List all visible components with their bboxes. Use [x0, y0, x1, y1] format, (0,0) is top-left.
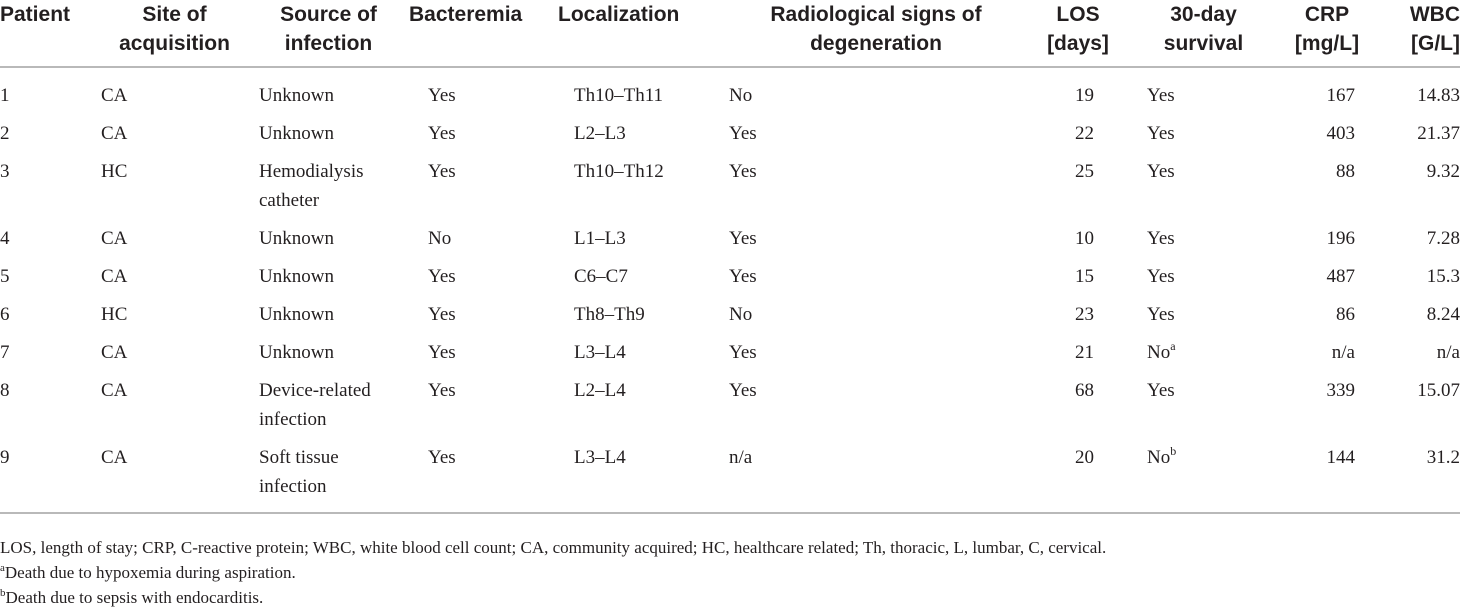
cell-localization — [558, 219, 726, 257]
cell-survival-text: Yes — [1147, 123, 1175, 144]
cell-bacteremia — [409, 219, 558, 257]
table-row — [0, 114, 1460, 152]
cell-localization — [558, 438, 726, 513]
cell-radiological-text: Yes — [729, 161, 757, 182]
cell-survival-text: No — [1147, 447, 1171, 468]
cell-radiological — [726, 371, 1026, 438]
cell-source — [248, 114, 409, 152]
cell-source-text: Unknown — [259, 266, 334, 287]
cell-survival — [1130, 371, 1277, 438]
cell-wbc-text: 8.24 — [1426, 304, 1460, 325]
cell-crp-text: 339 — [1326, 380, 1355, 401]
survival-footnote-mark: a — [1170, 339, 1176, 353]
cell-radiological — [726, 333, 1026, 371]
cell-crp-text: n/a — [1331, 342, 1355, 363]
cell-los — [1026, 371, 1130, 438]
cell-los — [1026, 333, 1130, 371]
cell-patient-text: 4 — [0, 228, 10, 249]
survival-footnote-mark: b — [1170, 444, 1177, 458]
cell-radiological — [726, 438, 1026, 513]
cell-survival — [1130, 438, 1277, 513]
cell-bacteremia-text: Yes — [428, 304, 456, 325]
cell-radiological — [726, 114, 1026, 152]
cell-survival-text: Yes — [1147, 161, 1175, 182]
table-row — [0, 257, 1460, 295]
cell-bacteremia-text: Yes — [428, 342, 456, 363]
cell-bacteremia — [409, 114, 558, 152]
cell-site — [101, 114, 248, 152]
cell-site — [101, 371, 248, 438]
cell-patient — [0, 152, 101, 219]
cell-site — [101, 333, 248, 371]
cell-crp — [1277, 114, 1377, 152]
header-row — [0, 0, 1460, 67]
cell-localization-text: C6–C7 — [574, 266, 628, 287]
cell-crp — [1277, 219, 1377, 257]
cell-survival — [1130, 295, 1277, 333]
cell-crp — [1277, 371, 1377, 438]
cell-crp — [1277, 333, 1377, 371]
cell-crp-text: 403 — [1326, 123, 1355, 144]
cell-wbc — [1377, 257, 1460, 295]
cell-patient — [0, 438, 101, 513]
cell-localization — [558, 67, 726, 114]
cell-patient — [0, 257, 101, 295]
cell-site — [101, 295, 248, 333]
table-row — [0, 333, 1460, 371]
cell-bacteremia — [409, 371, 558, 438]
cell-wbc — [1377, 219, 1460, 257]
cell-los — [1026, 67, 1130, 114]
cell-bacteremia-text: Yes — [428, 161, 456, 182]
cell-survival — [1130, 257, 1277, 295]
cell-los — [1026, 152, 1130, 219]
header-bacteremia: Bacteremia — [409, 0, 558, 67]
cell-source — [248, 219, 409, 257]
cell-los — [1026, 438, 1130, 513]
table-row — [0, 219, 1460, 257]
cell-source-text: Unknown — [259, 123, 334, 144]
cell-survival-text: Yes — [1147, 380, 1175, 401]
footnote-b-text: Death due to sepsis with endocarditis. — [5, 588, 264, 607]
cell-survival-text: Yes — [1147, 266, 1175, 287]
cell-site — [101, 257, 248, 295]
cell-wbc — [1377, 333, 1460, 371]
cell-los-text: 68 — [1075, 380, 1094, 401]
cell-radiological-text: Yes — [729, 380, 757, 401]
cell-crp — [1277, 67, 1377, 114]
cell-radiological — [726, 295, 1026, 333]
cell-localization — [558, 257, 726, 295]
cell-survival — [1130, 152, 1277, 219]
cell-bacteremia-text: Yes — [428, 123, 456, 144]
cell-radiological-text: n/a — [729, 447, 753, 468]
table-row — [0, 371, 1460, 438]
cell-bacteremia-text: Yes — [428, 447, 456, 468]
header-source: Source of infection — [248, 0, 409, 67]
cell-site-text: CA — [101, 342, 128, 363]
header-radiological: Radiological signs of degeneration — [726, 0, 1026, 67]
cell-wbc-text: 15.3 — [1426, 266, 1460, 287]
cell-localization — [558, 333, 726, 371]
cell-localization-text: L2–L3 — [574, 123, 626, 144]
cell-localization — [558, 152, 726, 219]
cell-bacteremia — [409, 295, 558, 333]
cell-radiological-text: Yes — [729, 266, 757, 287]
cell-localization-text: L2–L4 — [574, 380, 626, 401]
cell-crp — [1277, 257, 1377, 295]
table-row — [0, 67, 1460, 114]
cell-los-text: 19 — [1075, 85, 1094, 106]
cell-patient-text: 5 — [0, 266, 10, 287]
cell-crp — [1277, 152, 1377, 219]
cell-localization-text: L3–L4 — [574, 342, 626, 363]
cell-source — [248, 371, 409, 438]
cell-patient — [0, 371, 101, 438]
cell-site — [101, 152, 248, 219]
cell-site — [101, 438, 248, 513]
cell-localization — [558, 295, 726, 333]
cell-radiological-text: No — [729, 85, 753, 106]
cell-patient-text: 2 — [0, 123, 10, 144]
header-los: LOS [days] — [1026, 0, 1130, 67]
cell-bacteremia — [409, 438, 558, 513]
cell-patient-text: 3 — [0, 161, 10, 182]
cell-los — [1026, 219, 1130, 257]
footnote-abbreviations: LOS, length of stay; CRP, C-reactive protein; WBC, white blood cell count; CA, community acquired; HC, healthcare related; Th, thoracic, L, lumbar, C, cervical. — [0, 538, 1107, 557]
cell-wbc — [1377, 295, 1460, 333]
cell-patient — [0, 333, 101, 371]
cell-bacteremia-text: No — [428, 228, 452, 249]
cell-los — [1026, 295, 1130, 333]
cell-los — [1026, 114, 1130, 152]
cell-source-text: Unknown — [259, 228, 334, 249]
table-row — [0, 295, 1460, 333]
cell-patient-text: 1 — [0, 85, 10, 106]
cell-wbc — [1377, 67, 1460, 114]
cell-crp-text: 144 — [1326, 447, 1355, 468]
cell-source — [248, 152, 409, 219]
cell-localization-text: Th10–Th12 — [574, 161, 664, 182]
cell-wbc-text: 15.07 — [1417, 380, 1460, 401]
cell-crp-text: 88 — [1336, 161, 1355, 182]
cell-los-text: 22 — [1075, 123, 1094, 144]
cell-patient — [0, 67, 101, 114]
footnote-b — [0, 585, 1460, 610]
header-crp: CRP [mg/L] — [1277, 0, 1377, 67]
header-patient: Patient — [0, 0, 101, 67]
footnote-a-text: Death due to hypoxemia during aspiration. — [4, 563, 296, 582]
cell-site — [101, 219, 248, 257]
cell-site-text: HC — [101, 161, 128, 182]
cell-localization-text: Th8–Th9 — [574, 304, 645, 325]
cell-patient-text: 6 — [0, 304, 10, 325]
cell-site-text: CA — [101, 266, 128, 287]
cell-survival-text: Yes — [1147, 85, 1175, 106]
cell-radiological-text: No — [729, 304, 753, 325]
cell-source-text: Unknown — [259, 342, 334, 363]
cell-site-text: CA — [101, 85, 128, 106]
cell-survival — [1130, 67, 1277, 114]
cell-source — [248, 67, 409, 114]
cell-wbc-text: 21.37 — [1417, 123, 1460, 144]
cell-site-text: CA — [101, 123, 128, 144]
cell-localization-text: L3–L4 — [574, 447, 626, 468]
cell-bacteremia — [409, 67, 558, 114]
cell-site-text: CA — [101, 228, 128, 249]
cell-source-text: Unknown — [259, 85, 334, 106]
cell-los-text: 21 — [1075, 342, 1094, 363]
cell-wbc — [1377, 438, 1460, 513]
cell-crp-text: 86 — [1336, 304, 1355, 325]
cell-source — [248, 295, 409, 333]
cell-bacteremia — [409, 152, 558, 219]
cell-localization — [558, 371, 726, 438]
cell-wbc — [1377, 371, 1460, 438]
cell-survival-text: Yes — [1147, 228, 1175, 249]
cell-los-text: 23 — [1075, 304, 1094, 325]
cell-site-text: CA — [101, 380, 128, 401]
cell-radiological — [726, 152, 1026, 219]
cell-patient — [0, 114, 101, 152]
footnote-b-mark: b — [0, 587, 6, 599]
cell-patient — [0, 219, 101, 257]
cell-los-text: 10 — [1075, 228, 1094, 249]
cell-bacteremia-text: Yes — [428, 266, 456, 287]
cell-radiological-text: Yes — [729, 123, 757, 144]
cell-survival — [1130, 219, 1277, 257]
cell-localization — [558, 114, 726, 152]
cell-bacteremia-text: Yes — [428, 380, 456, 401]
cell-survival-text: Yes — [1147, 304, 1175, 325]
footnotes — [0, 535, 1460, 610]
cell-wbc-text: 31.2 — [1426, 447, 1460, 468]
table-body — [0, 67, 1460, 513]
cell-crp — [1277, 438, 1377, 513]
cell-patient-text: 7 — [0, 342, 10, 363]
cell-bacteremia — [409, 333, 558, 371]
cell-patient-text: 8 — [0, 380, 10, 401]
cell-survival-text: No — [1147, 342, 1171, 363]
cell-site-text: HC — [101, 304, 128, 325]
cell-source-text: Unknown — [259, 304, 334, 325]
cell-localization-text: Th10–Th11 — [574, 85, 664, 106]
cell-survival — [1130, 333, 1277, 371]
cell-site-text: CA — [101, 447, 128, 468]
header-localization: Localization — [558, 0, 726, 67]
header-survival: 30-day survival — [1130, 0, 1277, 67]
cell-crp-text: 487 — [1326, 266, 1355, 287]
cell-wbc-text: 9.32 — [1426, 161, 1460, 182]
cell-site — [101, 67, 248, 114]
footnote-a — [0, 560, 1460, 585]
cell-wbc-text: 7.28 — [1426, 228, 1460, 249]
cell-crp — [1277, 295, 1377, 333]
header-site: Site of acquisition — [101, 0, 248, 67]
cell-source — [248, 257, 409, 295]
cell-source-text: Hemodialysis catheter — [259, 161, 364, 211]
table-row — [0, 152, 1460, 219]
cell-localization-text: L1–L3 — [574, 228, 626, 249]
table-row — [0, 438, 1460, 513]
cell-radiological — [726, 257, 1026, 295]
cell-wbc — [1377, 152, 1460, 219]
cell-wbc-text: n/a — [1436, 342, 1460, 363]
cell-crp-text: 167 — [1326, 85, 1355, 106]
cell-survival — [1130, 114, 1277, 152]
cell-los-text: 15 — [1075, 266, 1094, 287]
cell-source — [248, 438, 409, 513]
cell-radiological-text: Yes — [729, 342, 757, 363]
cell-los-text: 20 — [1075, 447, 1094, 468]
cell-patient-text: 9 — [0, 447, 10, 468]
cell-wbc — [1377, 114, 1460, 152]
header-wbc: WBC [G/L] — [1377, 0, 1460, 67]
cell-wbc-text: 14.83 — [1417, 85, 1460, 106]
cell-source-text: Soft tissue infection — [259, 447, 339, 497]
cell-radiological — [726, 219, 1026, 257]
cell-bacteremia-text: Yes — [428, 85, 456, 106]
cell-radiological-text: Yes — [729, 228, 757, 249]
cell-source — [248, 333, 409, 371]
cell-los-text: 25 — [1075, 161, 1094, 182]
cell-crp-text: 196 — [1326, 228, 1355, 249]
cell-radiological — [726, 67, 1026, 114]
cell-patient — [0, 295, 101, 333]
cell-bacteremia — [409, 257, 558, 295]
cell-source-text: Device-related infection — [259, 380, 371, 430]
footnote-a-mark: a — [0, 562, 5, 574]
cell-los — [1026, 257, 1130, 295]
